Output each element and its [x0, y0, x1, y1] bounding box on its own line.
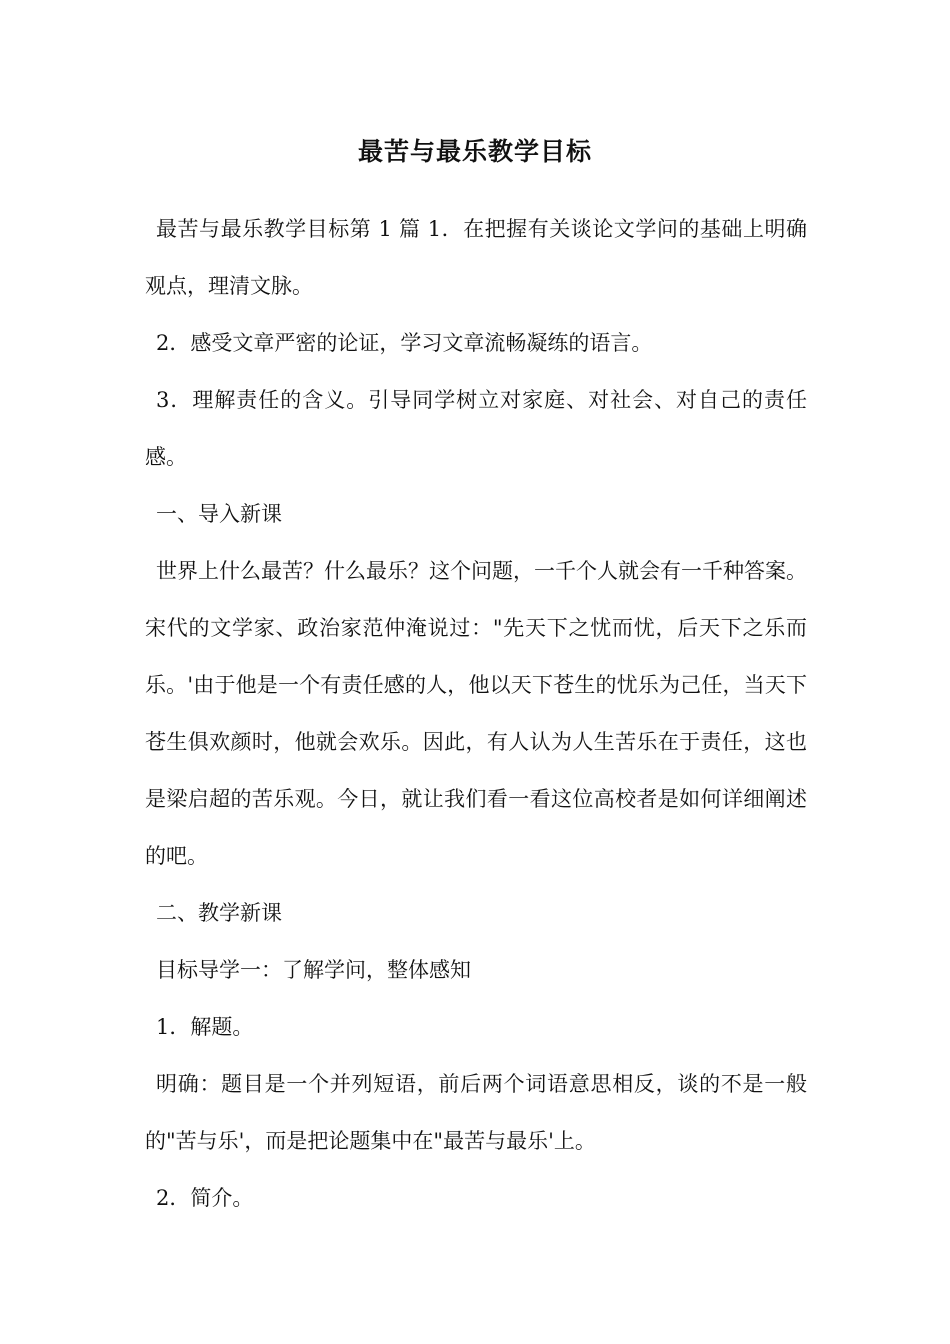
list-item-introduction: 2．简介。 — [156, 1186, 254, 1210]
paragraph-clarification: 明确：题目是一个并列短语，前后两个词语意思相反，谈的不是一般的"苦与乐'，而是把论题集中在"最苦与最乐'上。 — [145, 1072, 807, 1153]
document-body — [145, 201, 807, 1227]
paragraph-objectives-intro: 最苦与最乐教学目标第 1 篇 1．在把握有关谈论文学问的基础上明确观点，理清文脉。 — [145, 217, 807, 298]
document-title: 最苦与最乐教学目标 — [357, 137, 592, 166]
paragraph-objective-2: 2．感受文章严密的论证，学习文章流畅凝练的语言。 — [156, 331, 653, 355]
section-heading-teaching: 二、教学新课 — [156, 901, 282, 925]
paragraph-objective-3: 3．理解责任的含义。引导同学树立对家庭、对社会、对自己的责任感。 — [145, 388, 807, 469]
subheading-goal-1: 目标导学一：了解学问，整体感知 — [156, 958, 471, 982]
section-heading-intro: 一、导入新课 — [156, 502, 282, 526]
paragraph-intro-text: 世界上什么最苦？什么最乐？这个问题，一千个人就会有一千种答案。宋代的文学家、政治家范仲淹说过："先天下之忧而忧，后天下之乐而乐。'由于他是一个有责任感的人，他以天下苍生的忧乐为己任，当天下苍生俱欢颜时，他就会欢乐。因此，有人认为人生苦乐在于责任，这也是梁启超的苦乐观。今日，就让我们看一看这位高校者是如何详细阐述的吧。 — [145, 559, 807, 868]
list-item-title-explanation: 1．解题。 — [156, 1015, 254, 1039]
